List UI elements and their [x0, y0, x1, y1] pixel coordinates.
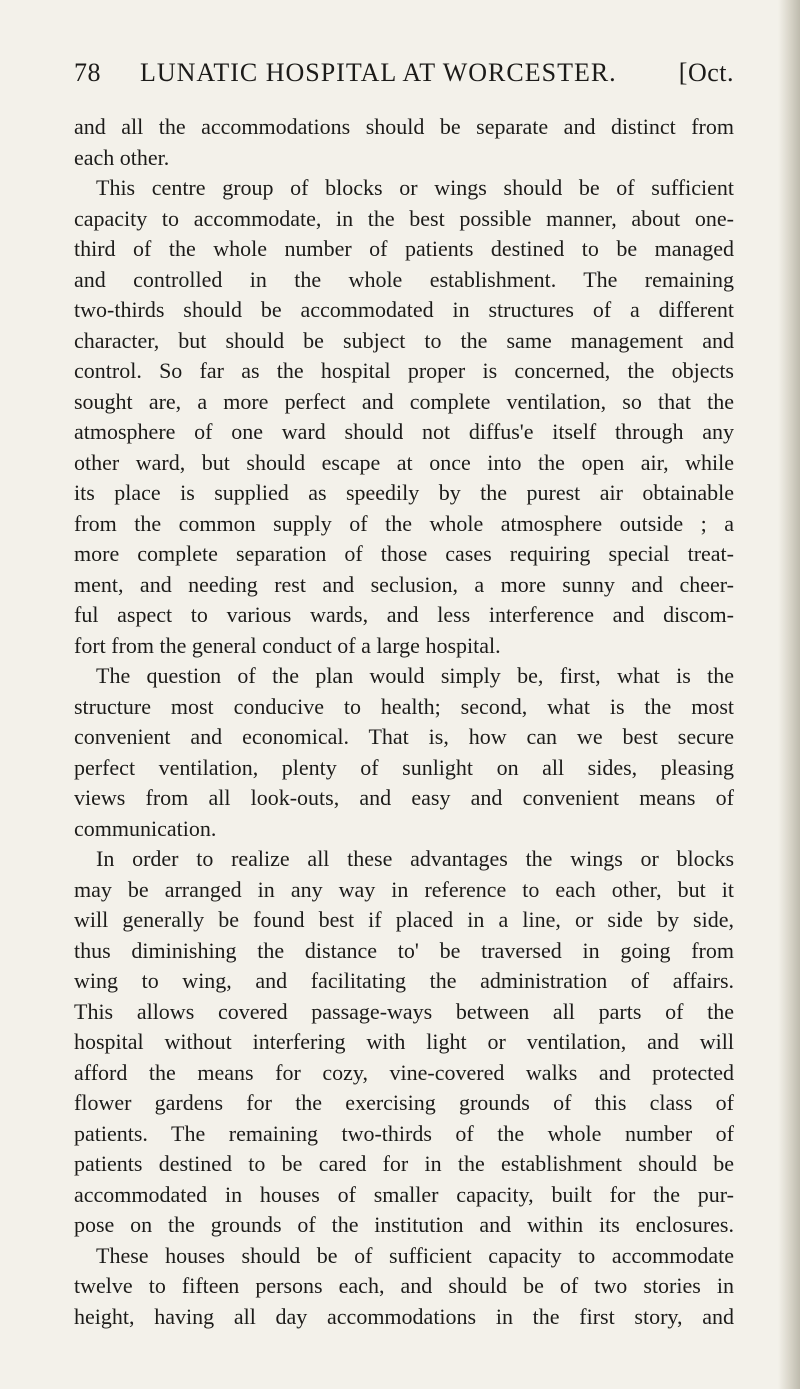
- text-line: third of the whole number of patients destined to be managed: [74, 236, 734, 261]
- page-number: 78: [74, 58, 101, 87]
- body-text: [74, 112, 734, 1332]
- text-line: atmosphere of one ward should not diffus'e itself through any: [74, 419, 734, 444]
- text-line: These houses should be of sufficient capacity to accommodate: [96, 1242, 734, 1268]
- text-line: accommodated in houses of smaller capacity, built for the pur-: [74, 1181, 734, 1207]
- text-line: hospital without interfering with light or ventilation, and will: [74, 1029, 734, 1054]
- text-line: perfect ventilation, plenty of sunlight on all sides, pleasing: [74, 754, 734, 780]
- text-line: ful aspect to various wards, and less interference and discom-: [74, 602, 734, 627]
- text-line: pose on the grounds of the institution and within its enclosures.: [74, 1212, 734, 1237]
- text-line: patients. The remaining two-thirds of the whole number of: [74, 1120, 734, 1146]
- text-line: communication.: [74, 815, 217, 841]
- text-line: sought are, a more perfect and complete ventilation, so that the: [74, 388, 734, 414]
- text-line: and all the accommodations should be separate and distinct from: [74, 114, 734, 139]
- running-header: [74, 58, 734, 98]
- text-line: and controlled in the whole establishment. The remaining: [74, 266, 734, 292]
- text-line: each other.: [74, 144, 170, 170]
- text-line: its place is supplied as speedily by the purest air obtainable: [74, 480, 734, 505]
- text-line: character, but should be subject to the same management and: [74, 327, 734, 353]
- running-title: LUNATIC HOSPITAL AT WORCESTER.: [140, 58, 617, 87]
- text-line: may be arranged in any way in reference to each other, but it: [74, 876, 734, 902]
- text-line: will generally be found best if placed in a line, or side by side,: [74, 907, 734, 932]
- text-line: convenient and economical. That is, how can we best secure: [74, 724, 734, 749]
- text-line: flower gardens for the exercising grounds of this class of: [74, 1090, 734, 1115]
- text-line: This centre group of blocks or wings should be of sufficient: [96, 175, 734, 200]
- text-line: afford the means for cozy, vine-covered walks and protected: [74, 1059, 734, 1085]
- text-line: fort from the general conduct of a large hospital.: [74, 632, 501, 658]
- text-line: patients destined to be cared for in the establishment should be: [74, 1151, 734, 1176]
- text-line: two-thirds should be accommodated in structures of a different: [74, 297, 734, 322]
- text-line: twelve to fifteen persons each, and should be of two stories in: [74, 1273, 734, 1298]
- text-line: capacity to accommodate, in the best possible manner, about one-: [74, 205, 734, 231]
- text-line: In order to realize all these advantages the wings or blocks: [96, 846, 734, 871]
- text-line: The question of the plan would simply be, first, what is the: [96, 663, 734, 688]
- running-date: [Oct.: [678, 58, 734, 87]
- text-line: wing to wing, and facilitating the administration of affairs.: [74, 968, 734, 993]
- text-line: ment, and needing rest and seclusion, a more sunny and cheer-: [74, 571, 734, 597]
- text-line: structure most conducive to health; second, what is the most: [74, 693, 734, 719]
- text-line: more complete separation of those cases requiring special treat-: [74, 541, 734, 566]
- text-line: height, having all day accommodations in the first story, and: [74, 1303, 734, 1329]
- text-line: from the common supply of the whole atmosphere outside ; a: [74, 510, 734, 536]
- text-line: other ward, but should escape at once into the open air, while: [74, 449, 734, 475]
- text-line: views from all look-outs, and easy and convenient means of: [74, 785, 734, 810]
- page-edge-shadow: [778, 0, 800, 1389]
- text-line: thus diminishing the distance to' be traversed in going from: [74, 937, 734, 963]
- text-line: control. So far as the hospital proper is concerned, the objects: [74, 358, 734, 383]
- text-line: This allows covered passage-ways between all parts of the: [74, 998, 734, 1024]
